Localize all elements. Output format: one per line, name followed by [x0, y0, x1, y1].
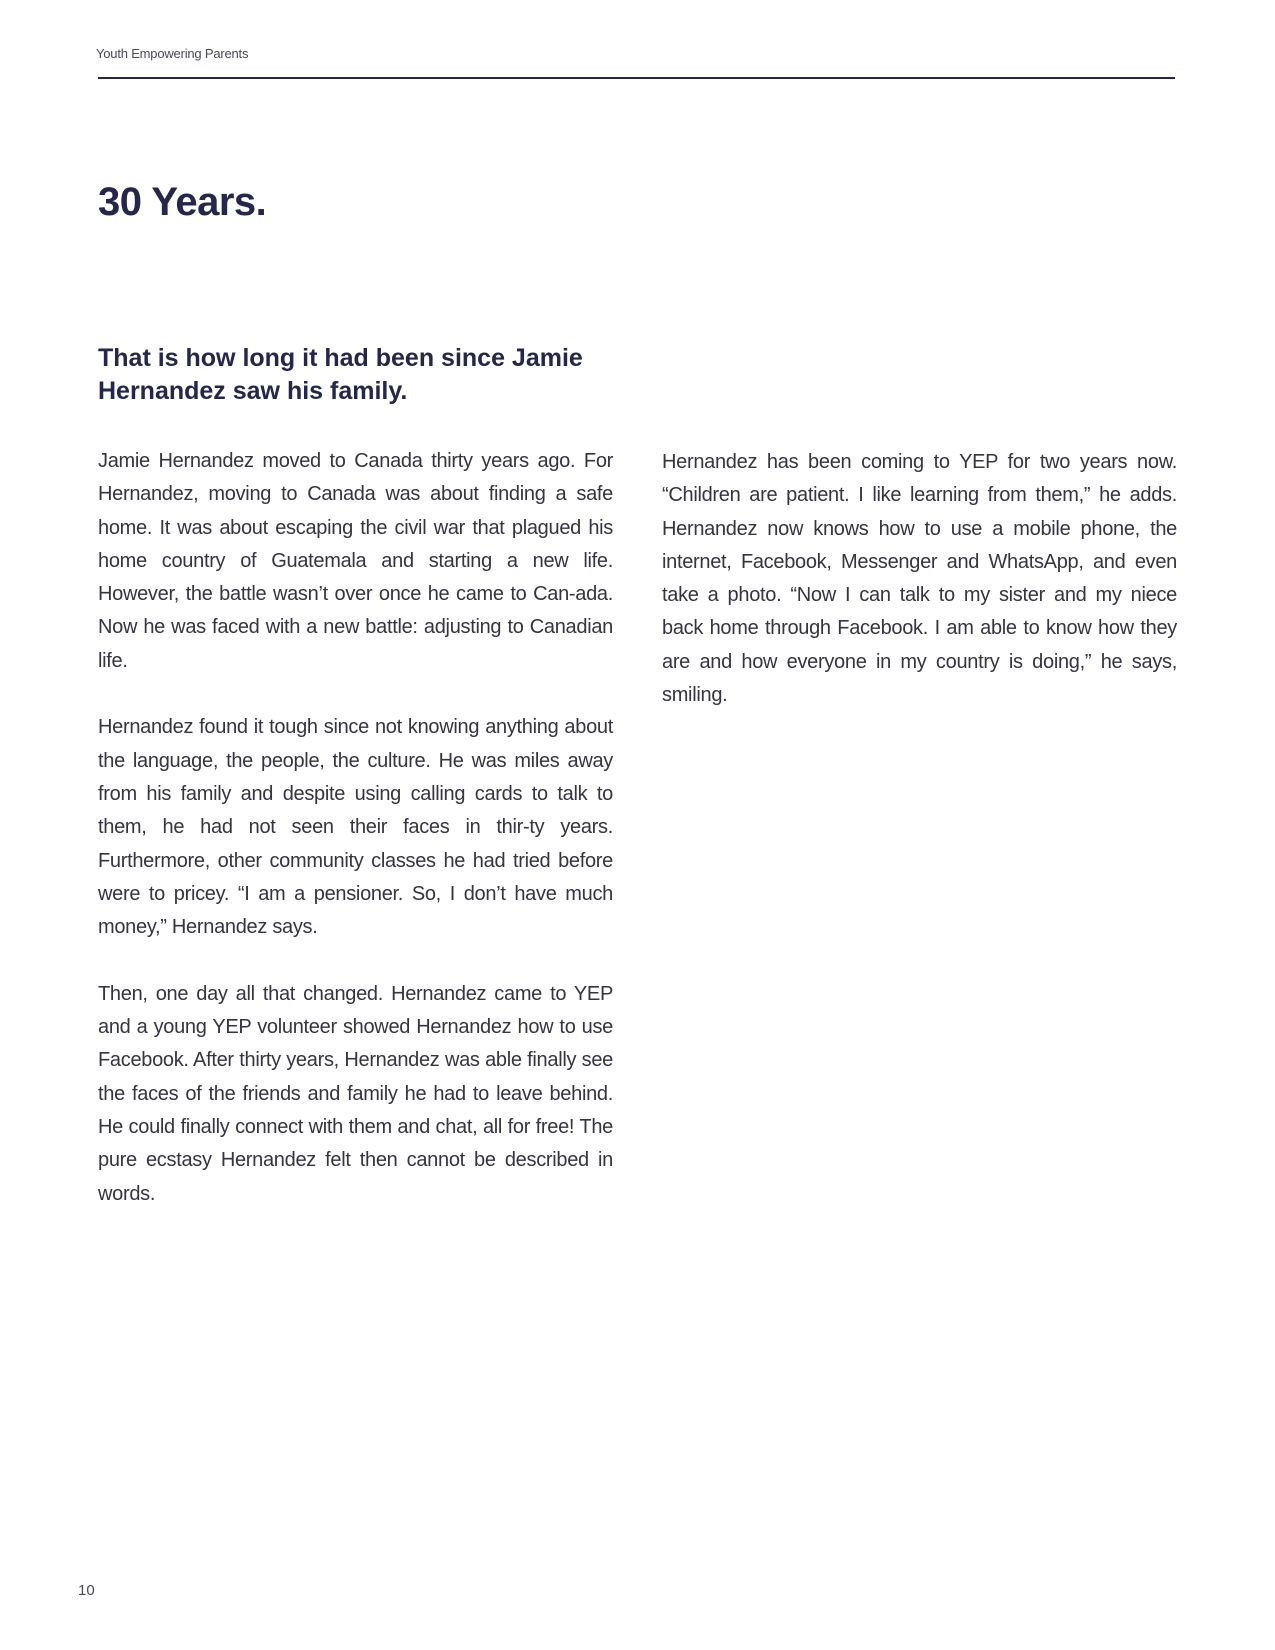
running-header: Youth Empowering Parents [96, 46, 249, 61]
subtitle: That is how long it had been since Jamie Hernandez saw his family. [98, 344, 583, 405]
right-column [662, 446, 1177, 746]
left-column [98, 445, 613, 1244]
paragraph: Hernandez found it tough since not knowing anything about the language, the people, the culture. He was miles away from his family and despite using calling cards to talk to them, he had not seen their faces in thir-ty years. Furthermore, other community classes he had tried before were to pricey. “I am a pensioner. So, I don’t have much money,” Hernandez says. [98, 716, 613, 939]
paragraph: Jamie Hernandez moved to Canada thirty years ago. For Hernandez, moving to Canada was about finding a safe home. It was about escaping the civil war that plagued his home country of Guatemala and starting a new life. However, the battle wasn’t over once he came to Can-ada. Now he was faced with a new battle: adjusting to Canadian life. [98, 450, 613, 672]
header-divider [98, 77, 1175, 79]
page-title: 30 Years. [98, 180, 267, 224]
paragraph: Hernandez has been coming to YEP for two years now. “Children are patient. I like learning from them,” he adds. Hernandez now knows how to use a mobile phone, the internet, Facebook, Messenger and WhatsApp, and even take a photo. “Now I can talk to my sister and my niece back home through Facebook. I am able to know how they are and how everyone in my country is doing,” he says, smiling. [662, 451, 1177, 707]
page-number: 10 [78, 1582, 95, 1599]
paragraph: Then, one day all that changed. Hernandez came to YEP and a young YEP volunteer showed Hernandez how to use Facebook. After thirty years, Hernandez was able finally see the faces of the friends and family he had to leave behind. He could finally connect with them and chat, all for free! The pure ecstasy Hernandez felt then cannot be described in words. [98, 982, 613, 1205]
